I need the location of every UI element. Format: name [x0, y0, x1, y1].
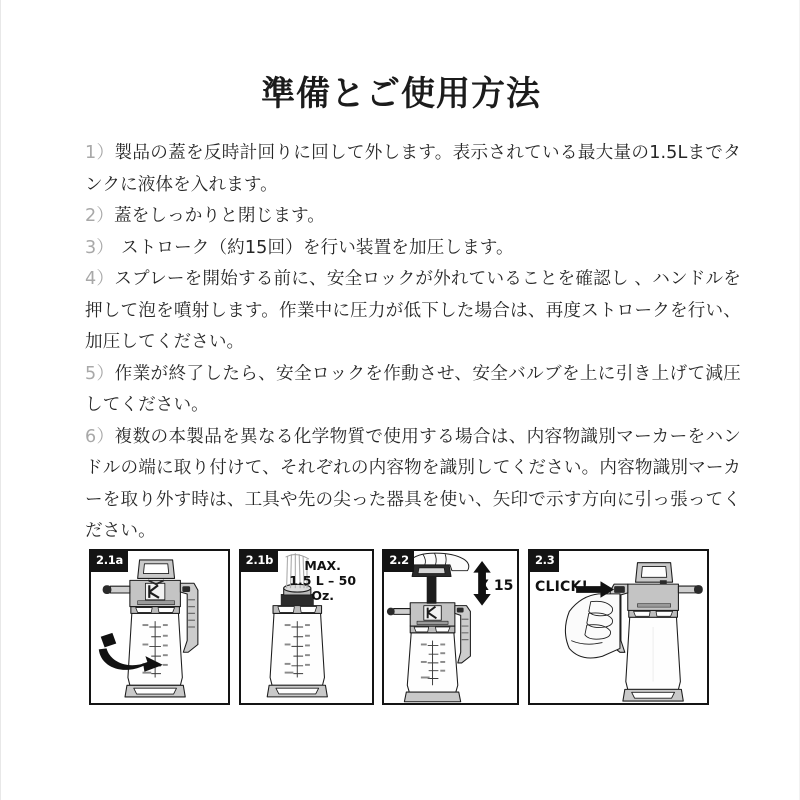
figure-panel-2-2: [382, 549, 519, 705]
list-item: [85, 264, 741, 359]
instruction-list: [85, 138, 741, 548]
step-text: 作業が終了したら、安全ロックを作動させ、安全バルブを上に引き上げて減圧してください。: [85, 363, 741, 415]
step-number: 6）: [85, 426, 115, 447]
figure-panel-2-1b: [239, 549, 374, 705]
list-item: [85, 359, 741, 422]
step-text: 蓋をしっかりと閉じます。: [114, 206, 325, 226]
step-number: 5）: [85, 363, 115, 384]
step-number: 2）: [85, 206, 114, 226]
panel-tag: 2.1b: [241, 551, 278, 572]
figure-strip: [89, 549, 709, 705]
panel-tag: 2.3: [530, 551, 559, 572]
click-callout: CLICK!: [534, 579, 589, 595]
stroke-count-note: X 15: [478, 578, 514, 594]
sprayer-pump-handle-icon: [384, 551, 517, 703]
page-title: 準備とご使用方法: [261, 74, 541, 114]
step-text: 製品の蓋を反時計回りに回して外します。表示されている最大量の1.5Lまでタンクに液体を入れます。: [85, 143, 741, 195]
panel-tag: 2.1a: [91, 551, 128, 572]
panel-tag: 2.2: [384, 551, 413, 572]
max-label: MAX.: [304, 558, 341, 573]
figure-panel-2-3: [528, 549, 709, 705]
sprayer-safety-lock-icon: [530, 551, 707, 703]
sprayer-unscrew-cap-icon: [91, 551, 228, 703]
step-text: 複数の本製品を異なる化学物質で使用する場合は、内容物識別マーカーをハンドルの端に取り付けて、それぞれの内容物を識別してください。内容物識別マーカーを取り外す時は、工具や先の尖った器具を使い、矢印で示す方向に引っ張ってください。: [85, 426, 741, 541]
step-text: スプレーを開始する前に、安全ロックが外れていることを確認し 、ハンドルを押して泡を噴射します。作業中に圧力が低下した場合は、再度ストロークを行い、加圧してください。: [85, 269, 741, 352]
step-number: 3）: [85, 237, 114, 258]
list-item: [85, 233, 741, 265]
list-item: [85, 201, 741, 233]
figure-panel-2-1a: [89, 549, 230, 705]
max-capacity-note: [280, 558, 366, 603]
max-volume: 1.5 L – 50 Oz.: [289, 573, 357, 603]
list-item: [85, 422, 741, 548]
step-text: ストローク（約15回）を行い装置を加圧します。: [121, 237, 514, 258]
step-number: 4）: [85, 269, 115, 289]
list-item: [85, 138, 741, 201]
step-number: 1）: [85, 143, 115, 163]
